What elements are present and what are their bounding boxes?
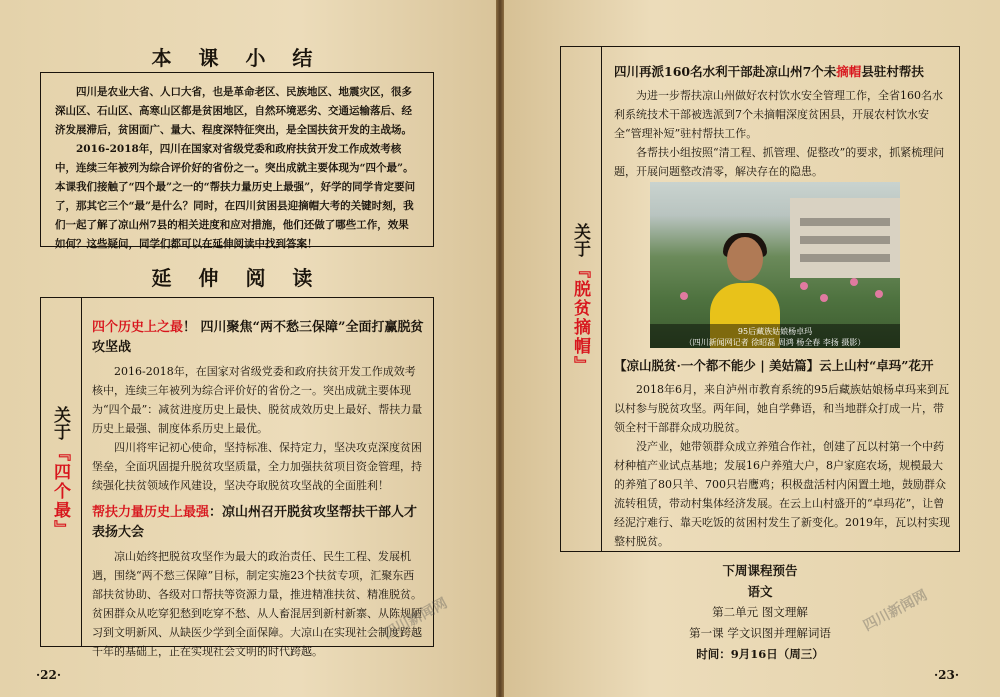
preview-time: 时间：9月16日（周三） bbox=[696, 647, 824, 661]
photo-caption-line: （四川新闻网记者 徐昭磊 周鸿 杨全春 李扬 摄影） bbox=[684, 338, 866, 347]
article-heading-text: ！ 四川聚焦“两不愁三保障”全面打赢脱贫攻坚战 bbox=[92, 320, 424, 355]
article-heading-text: 四川再派160名水利干部赴凉山州7个未 bbox=[614, 64, 837, 79]
article-paragraph: 没产业，她带领群众成立养殖合作社，创建了瓦以村第一个中药材种植产业试点基地；发展16户养殖大户，8户家庭农场，规模最大的养殖了80只羊、700只岩鹰鸡；积极盘活村内闲置土地，鼓励群众流转租赁，带动村集体经济发展。在云上山村盛开的“卓玛花”，让曾经泥泞难行、靠天吃饭的贫困村发生了新变化。2019年，瓦以村实现整村脱贫。 bbox=[614, 440, 950, 548]
side-tab-prefix: 关于 bbox=[570, 223, 590, 257]
summary-title: 本 课 小 结 bbox=[151, 46, 323, 70]
article-paragraph: 凉山始终把脱贫攻坚作为最大的政治责任、民生工程、发展机遇，围绕“两不愁三保障”目标，制定实施23个扶贫专项，汇聚东西部扶贫协助、各级对口帮扶等资源力量，推进精准扶贫、精准脱贫。贫困群众从吃穿犯愁到吃穿不愁、从人畜混居到新村新寨、从陈规陋习到文明新风、从缺医少学到全面保障。大凉山在实现社会制度跨越千年的基础上，正在实现社会文明的时代跨越。 bbox=[92, 550, 422, 658]
summary-box bbox=[40, 72, 434, 250]
article-paragraph: 各帮扶小组按照“清工程、抓管理、促整改”的要求，抓紧梳理问题，开展问题整改清零，解决存在的隐患。 bbox=[614, 146, 945, 178]
preview-subject: 语文 bbox=[747, 584, 773, 599]
article-heading-highlight: 帮扶力量历史上最强 bbox=[92, 505, 210, 520]
extended-content bbox=[92, 318, 424, 661]
photo-caption bbox=[650, 324, 900, 348]
page-number-right: ·23· bbox=[934, 668, 960, 682]
article-heading-highlight: 摘帽 bbox=[836, 64, 862, 79]
right-article-bottom bbox=[614, 356, 950, 551]
side-tab-four-most bbox=[40, 297, 82, 647]
preview-title: 下周课程预告 bbox=[722, 563, 798, 578]
side-tab-poverty-removal bbox=[560, 46, 602, 552]
watermark-logo: 四川新闻网 bbox=[860, 587, 931, 635]
book-spine bbox=[496, 0, 504, 697]
article-heading bbox=[92, 318, 424, 358]
article-heading-text: 县驻村帮扶 bbox=[861, 64, 924, 79]
preview-unit: 第二单元 图文理解 bbox=[712, 605, 808, 619]
summary-paragraph: 四川是农业大省、人口大省，也是革命老区、民族地区、地震灾区，很多深山区、石山区、高寒山区都是贫困地区，自然环境恶劣、交通运输落后、经济发展滞后，贫困面广、量大、程度深特征突出，是全国扶贫开发的主战场。 bbox=[55, 86, 412, 136]
article-heading bbox=[92, 503, 424, 543]
right-article-top bbox=[614, 62, 950, 181]
side-tab-prefix: 关于 bbox=[50, 405, 70, 440]
photo-building bbox=[790, 198, 900, 278]
preview-lesson: 第一课 学文识图并理解词语 bbox=[689, 626, 831, 640]
summary-paragraph: 2016-2018年，四川在国家对省级党委和政府扶贫开发工作成效考核中，连续三年被列为综合评价好的省份之一。突出成就主要体现为“四个最”。本课我们接触了“四个最”之一的“帮扶力量历史上最强”，好学的同学肯定要问了，那其它三个“最”是什么？同时，在四川贫困县迎摘帽大考的关键时刻，我们一起了解了凉山州7县的相关进度和应对措施，他们还做了哪些工作，效果如何？这些疑问，同学们都可以在延伸阅读中找到答案！ bbox=[55, 143, 416, 250]
side-tab-highlight: 『脱贫摘帽』 bbox=[570, 261, 590, 375]
news-photo bbox=[650, 182, 900, 348]
article-heading: 【凉山脱贫·一个都不能少 | 美姑篇】云上山村“卓玛”花开 bbox=[614, 358, 934, 373]
article-paragraph: 为进一步帮扶凉山州做好农村饮水安全管理工作，全省160名水利系统技术干部被选派到7个未摘帽深度贫困县，开展农村饮水安全“管理补短”驻村帮扶工作。 bbox=[614, 89, 943, 140]
article-paragraph: 2016-2018年，在国家对省级党委和政府扶贫开发工作成效考核中，连续三年被列为综合评价好的省份之一。突出成就主要体现为“四个最”：减贫进度历史上最快、脱贫成效历史上最好、帮扶力量历史上最强、制度体系历史上最优。 bbox=[92, 365, 423, 435]
article-heading bbox=[614, 62, 950, 82]
article-heading-text: ：凉山州召开脱贫攻坚帮扶干部人才表扬大会 bbox=[92, 505, 418, 540]
watermark-logo: 四川新闻网 bbox=[380, 595, 451, 643]
article-heading-highlight: 四个历史上之最 bbox=[92, 320, 184, 335]
side-tab-highlight: 『四个最』 bbox=[50, 443, 70, 539]
article-paragraph: 四川将牢记初心使命，坚持标准、保持定力，坚决攻克深度贫困堡垒，全面巩固提升脱贫攻坚质量，全力加强扶贫项目资金管理，持续强化扶贫领域作风建设，坚决夺取脱贫攻坚战的全面胜利！ bbox=[92, 441, 422, 492]
page-number-left: ·22· bbox=[36, 668, 62, 682]
extended-reading-title: 延 伸 阅 读 bbox=[151, 266, 323, 290]
photo-caption-line: 95后藏族姑娘杨卓玛 bbox=[737, 327, 813, 336]
article-paragraph: 2018年6月，来自泸州市教育系统的95后藏族姑娘杨卓玛来到瓦以村参与脱贫攻坚。两年间，她自学彝语，和当地群众打成一片，带领全村干部群众成功脱贫。 bbox=[614, 383, 949, 434]
